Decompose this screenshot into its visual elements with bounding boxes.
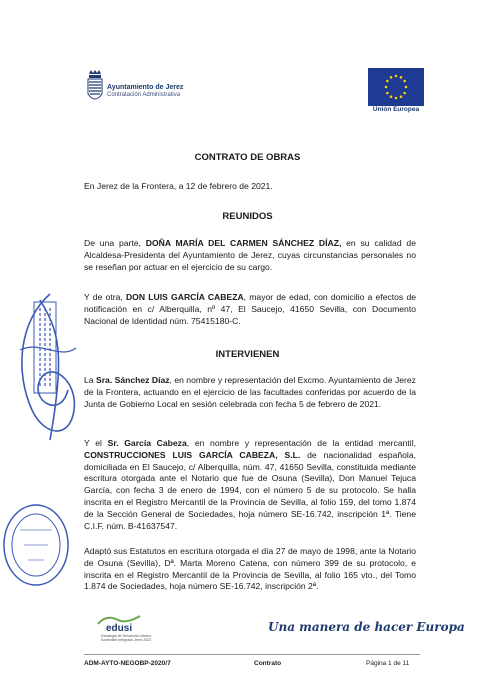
org-name: Ayuntamiento de Jerez bbox=[107, 84, 184, 91]
place-date: En Jerez de la Frontera, a 12 de febrero de 2021. bbox=[84, 181, 273, 191]
edusi-subtitle: Estrategia de Desarrollo Urbano Sostenible Integrado Jerez 2022 bbox=[100, 634, 152, 642]
org-subtitle: Contratación Administrativa bbox=[107, 92, 181, 98]
section-heading-intervienen: INTERVIENEN bbox=[215, 349, 280, 360]
eu-label: Unión Europea bbox=[372, 106, 420, 113]
paragraph-statutes: Adaptó sus Estatutos en escritura otorgada el día 27 de mayo de 1998, ante la Notario de Osuna (Sevilla), Dª. Marta Moreno Catena, con número 399 de su protocolo, e inscrita en el Registro Mercantil de la Provincia de Sevilla, al folio 165 vto., del Tomo 1.874 de Sociedades, hoja número SE-16.742, inscripción 2ª. bbox=[84, 546, 416, 592]
p2-name: DON LUIS GARCÍA CABEZA bbox=[125, 292, 244, 302]
official-seal-icon bbox=[0, 500, 72, 590]
footer-page-number: Página 1 de 11 bbox=[366, 660, 410, 667]
edusi-logo-icon bbox=[96, 612, 144, 634]
edusi-text: edusi bbox=[106, 623, 133, 634]
paragraph-intervention-1 bbox=[84, 375, 416, 410]
vertical-stamp-icon bbox=[32, 300, 58, 395]
p3-name: Sra. Sánchez Díaz bbox=[95, 375, 170, 385]
footer-document-type: Contrato bbox=[254, 660, 282, 667]
jerez-coat-of-arms-icon bbox=[86, 70, 104, 108]
p1-text-a: De una parte, bbox=[84, 238, 146, 248]
p2-text-b: , mayor de edad, con domicilio a efectos de notificación en c/ Alberquilla, nº 47, El Saucejo, 41650 Sevilla, con Documento Nacional de Identidad núm. 75415180-C. bbox=[84, 292, 416, 326]
p2-text-a: Y de otra, bbox=[84, 292, 126, 302]
section-heading-reunidos: REUNIDOS bbox=[222, 211, 273, 222]
p4-text-c: de nacionalidad española, domiciliada en El Saucejo, c/ Alberquilla, núm. 47, 41650 Sevilla, constituida mediante escritura otorgada ante el Notario que fue de Osuna (Sevilla), Don Manuel Tejuca García, con fecha 3 de enero de 1994, con el número 5 de su protocolo. Se halla inscrita en el Registro Mercantil de la Provincia de Sevilla, al folio 159, del tomo 1.874 de la Sección General de Sociedades, hoja número SE-16.742, inscripción 1ª. Tiene C.I.F. núm. B-41637547. bbox=[84, 449, 416, 531]
p4-text-b: , en nombre y representación de la entidad mercantil, bbox=[186, 438, 416, 448]
footer-divider bbox=[84, 654, 420, 655]
paragraph-intervention-2 bbox=[84, 438, 416, 532]
eu-flag-icon bbox=[368, 68, 424, 106]
paragraph-party-1 bbox=[84, 238, 416, 273]
p1-name: DOÑA MARÍA DEL CARMEN SÁNCHEZ DÍAZ, bbox=[145, 238, 342, 248]
org-block bbox=[107, 84, 183, 99]
document-title: CONTRATO DE OBRAS bbox=[194, 152, 301, 163]
footer-document-code: ADM-AYTO-NEGOBP-2020/7 bbox=[84, 660, 171, 667]
p4-company: CONSTRUCCIONES LUIS GARCÍA CABEZA, S.L. bbox=[84, 449, 301, 460]
eu-slogan: Una manera de hacer Europa bbox=[268, 620, 465, 634]
p4-name: Sr. García Cabeza bbox=[107, 438, 187, 448]
p1-text-b: en su calidad de Alcaldesa-Presidenta del Ayuntamiento de Jerez, cuyas circunstancias personales no se reseñan por actuar en el ejercicio de su cargo. bbox=[84, 238, 416, 272]
paragraph-party-2 bbox=[84, 292, 416, 327]
p4-text-a: Y el bbox=[84, 438, 108, 448]
p3-text-b: , en nombre y representación del Excmo. Ayuntamiento de Jerez de la Frontera, actuando en el ejercicio de las facultades conferidas por acuerdo de la Junta de Gobierno Local en sesión celebrada con fecha 5 de febrero de 2021. bbox=[84, 375, 416, 409]
p3-text-a: La bbox=[84, 375, 96, 385]
